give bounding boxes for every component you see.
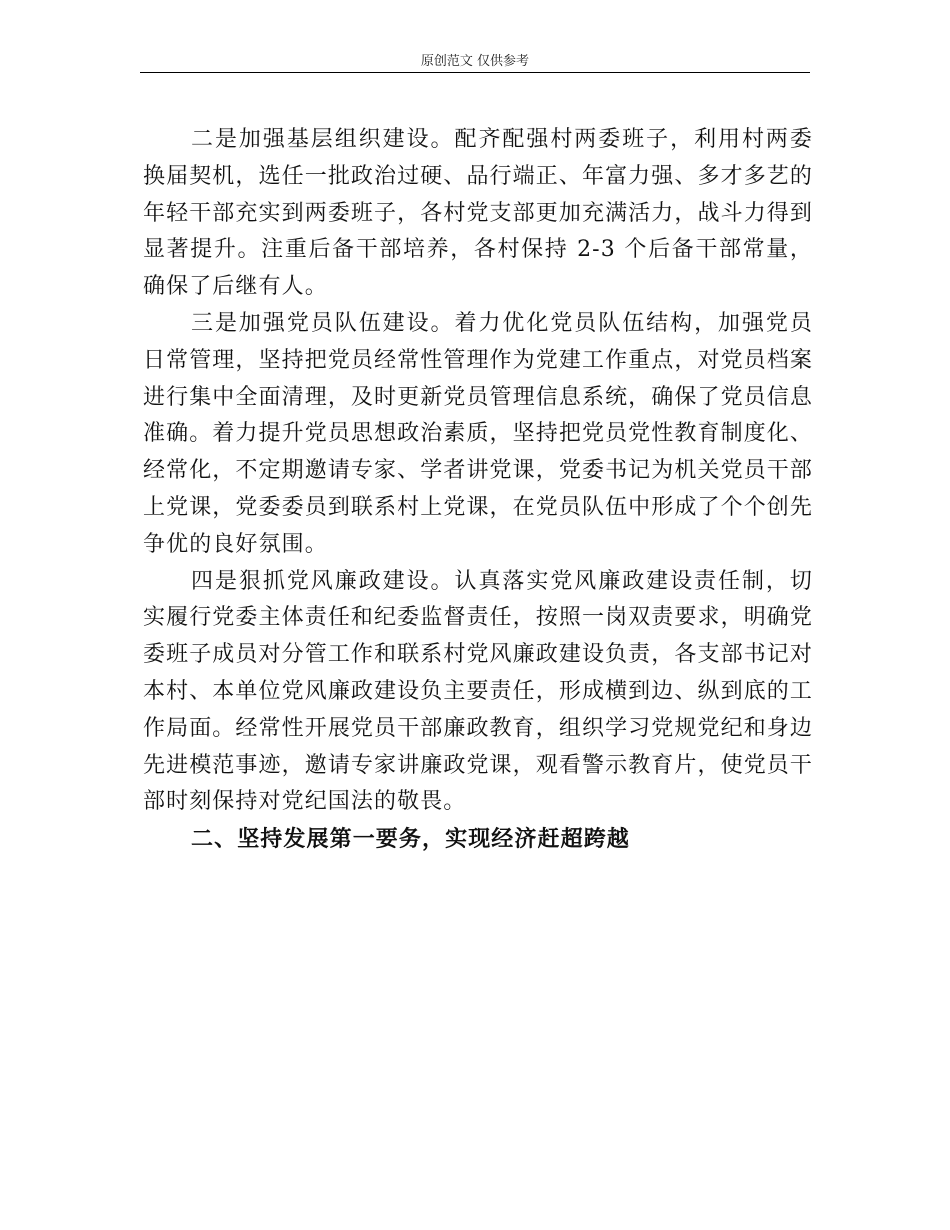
header-divider xyxy=(140,72,810,73)
section-heading: 二、坚持发展第一要务，实现经济赶超跨越 xyxy=(191,826,630,853)
paragraph-organization-building: 二是加强基层组织建设。配齐配强村两委班子，利用村两委换届契机，选任一批政治过硬、品行端正、年富力强、多才多艺的年轻干部充实到两委班子，各村党支部更加充满活力，战斗力得到显著提升。注重后备干部培养，各村保持 2-3 个后备干部常量，确保了后继有人。 xyxy=(143,127,813,300)
paragraph-party-member-team: 三是加强党员队伍建设。着力优化党员队伍结构，加强党员日常管理，坚持把党员经常性管理作为党建工作重点，对党员档案进行集中全面清理，及时更新党员管理信息系统，确保了党员信息准确。着力提升党员思想政治素质，坚持把党员党性教育制度化、经常化，不定期邀请专家、学者讲党课，党委书记为机关党员干部上党课，党委委员到联系村上党课，在党员队伍中形成了个个创先争优的良好氛围。 xyxy=(143,310,813,557)
paragraph-clean-governance: 四是狠抓党风廉政建设。认真落实党风廉政建设责任制，切实履行党委主体责任和纪委监督责任，按照一岗双责要求，明确党委班子成员对分管工作和联系村党风廉政建设负责，各支部书记对本村、本单位党风廉政建设负主要责任，形成横到边、纵到底的工作局面。经常性开展党员干部廉政教育，组织学习党规党纪和身边先进模范事迹，邀请专家讲廉政党课，观看警示教育片，使党员干部时刻保持对党纪国法的敬畏。 xyxy=(143,568,813,815)
document-body xyxy=(143,122,813,858)
page-header: 原创范文 仅供参考 xyxy=(420,54,530,69)
